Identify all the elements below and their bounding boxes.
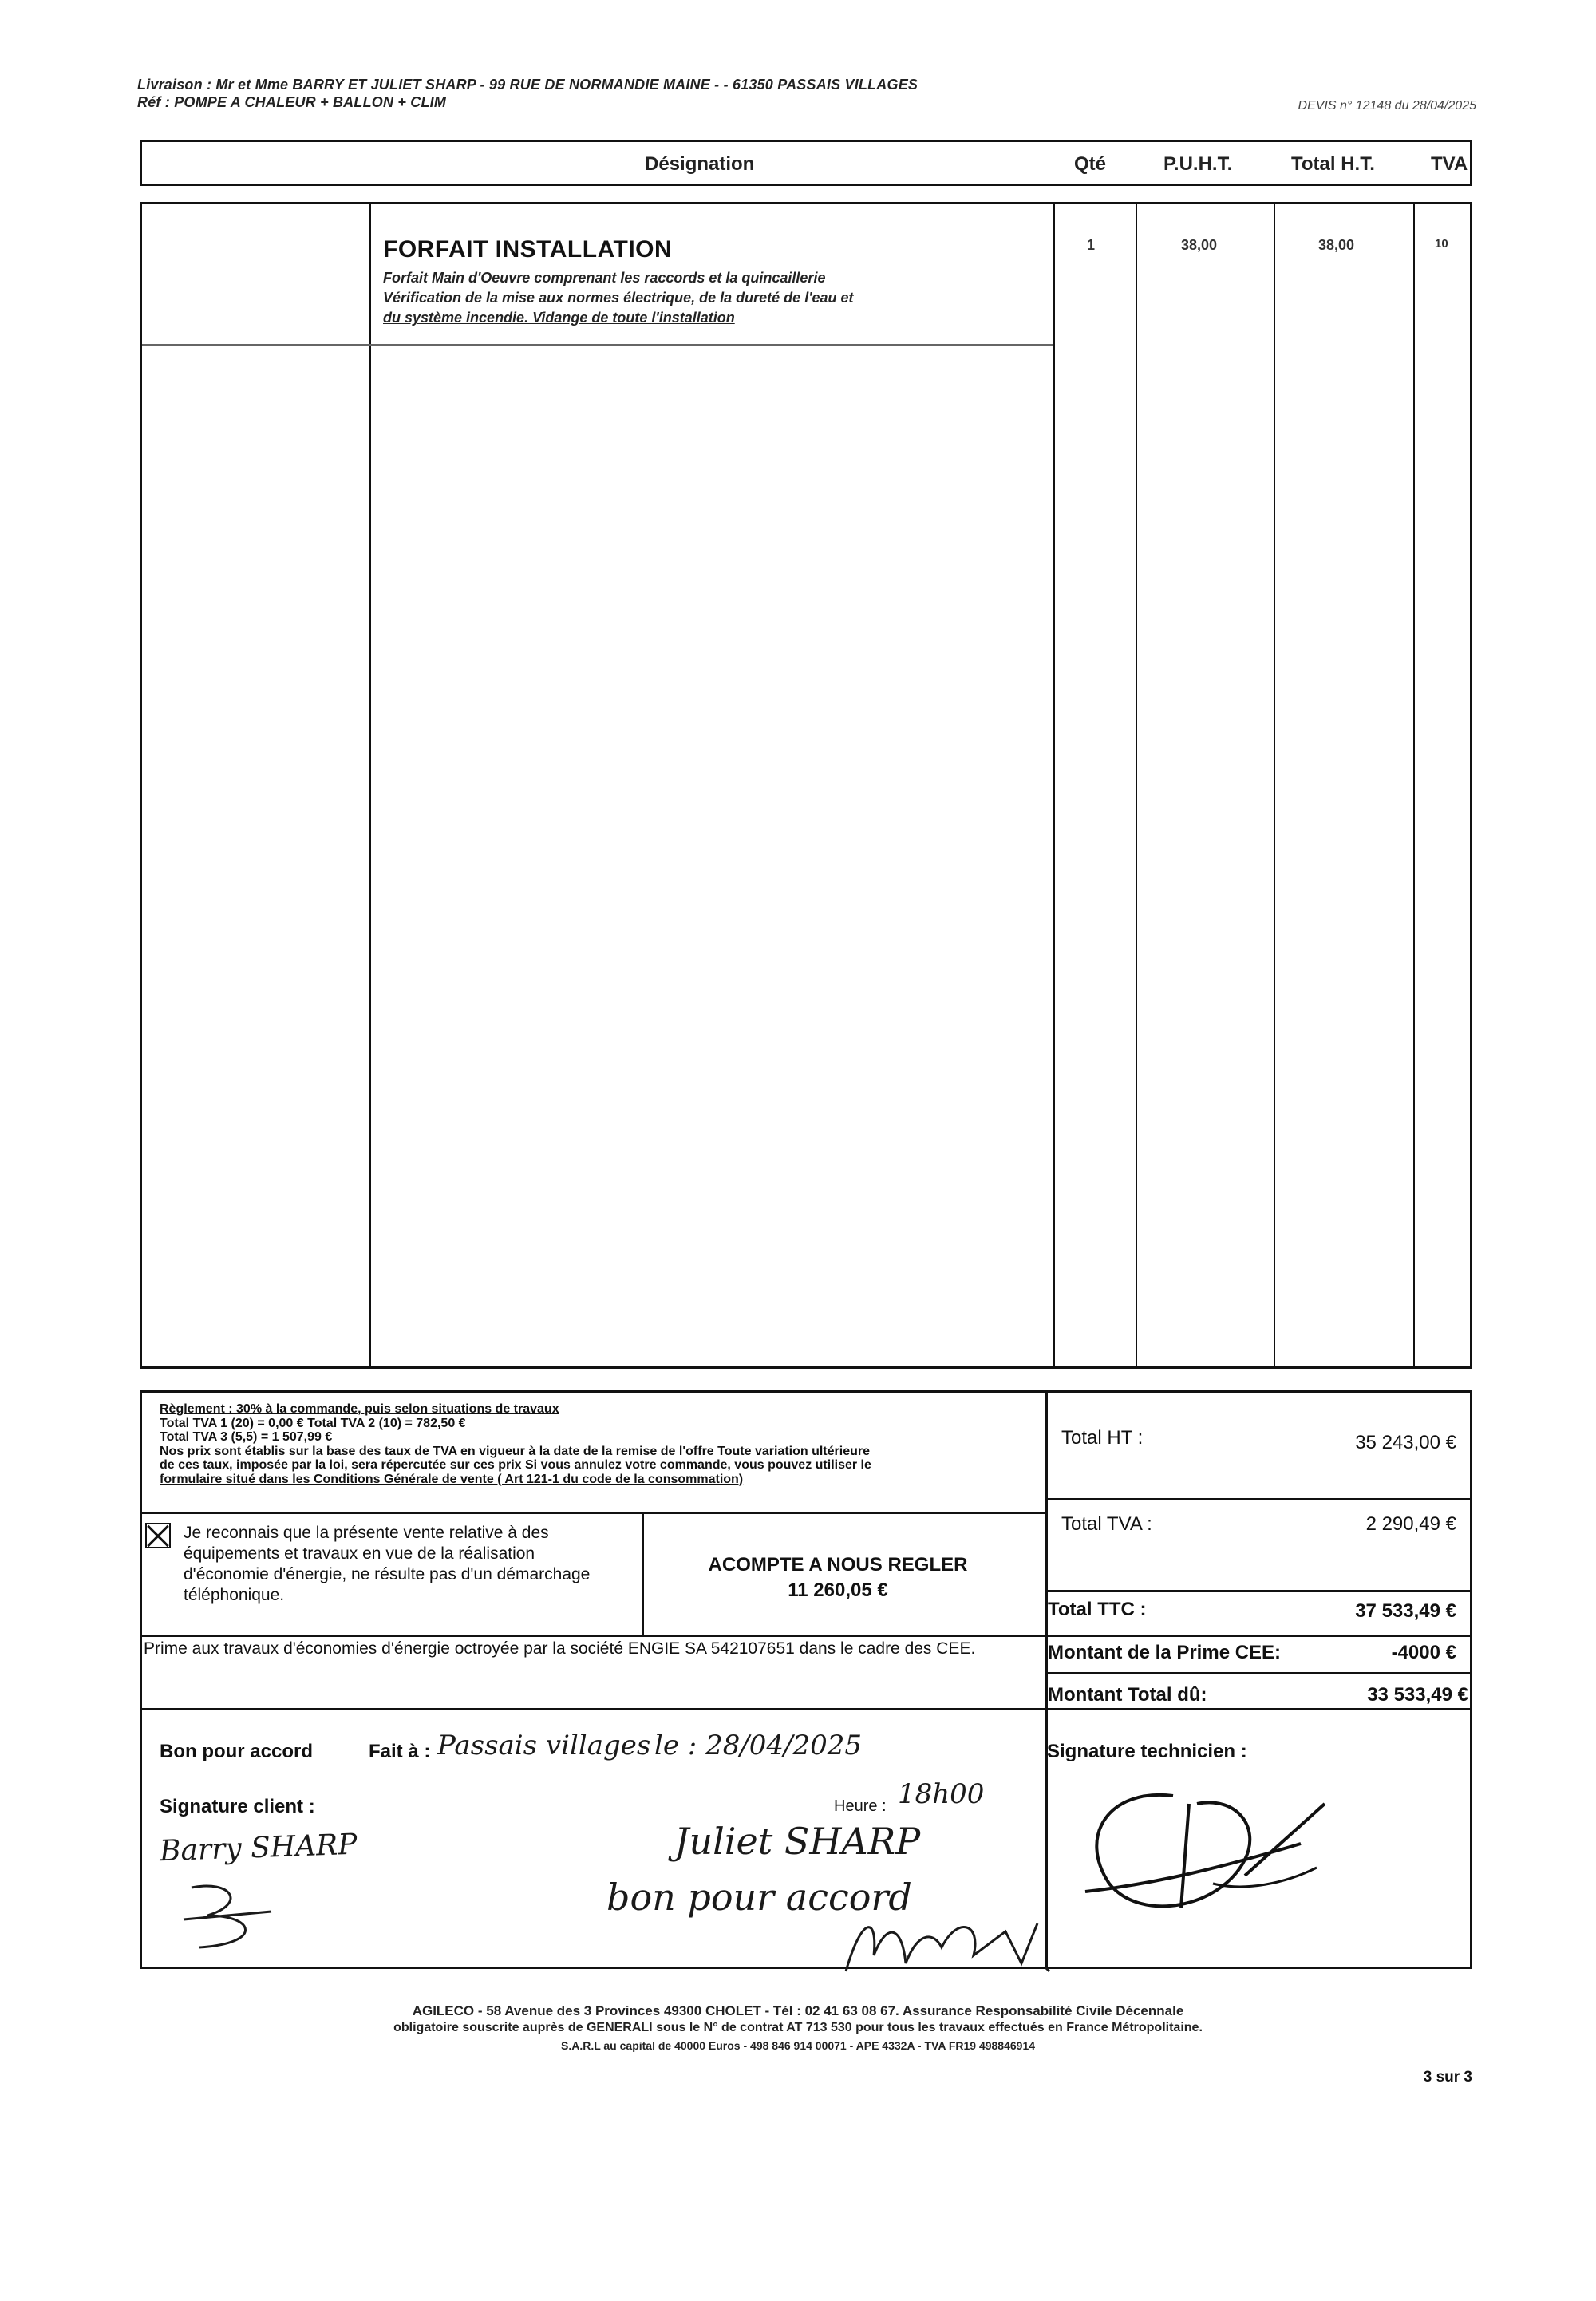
divider bbox=[140, 1708, 1472, 1710]
total-ht-label: Total HT : bbox=[1061, 1427, 1144, 1449]
consent-checkbox[interactable] bbox=[145, 1523, 171, 1548]
total-tva-value: 2 290,49 € bbox=[1365, 1513, 1456, 1535]
divider bbox=[1045, 1498, 1472, 1500]
acompte-box bbox=[646, 1552, 1029, 1603]
table-body bbox=[140, 202, 1472, 1369]
col-divider bbox=[1274, 204, 1275, 1366]
total-ttc-value: 37 533,49 € bbox=[1355, 1600, 1456, 1622]
client-handwritten-name: Barry SHARP bbox=[159, 1828, 358, 1868]
heure-label: Heure : bbox=[834, 1797, 887, 1815]
acompte-label: ACOMPTE A NOUS REGLER bbox=[708, 1554, 968, 1576]
col-divider bbox=[1413, 204, 1415, 1366]
signature-client-label: Signature client : bbox=[160, 1796, 315, 1817]
reglement-text: Règlement : 30% à la commande, puis selon situations de travaux Total TVA 1 (20) = 0,00 € Total TVA 2 (10) = 782,50 € Total TVA 3 (5,5) = 1 507,99 € Nos prix sont établis sur la base des taux de TVA en vigueur à la date de la remise de l'offre Toute variation ultérieure de ces taux, imposée par la loi, sera répercutée sur ces prix Si vous annulez votre commande, vous pouvez utiliser le formulaire situé dans les Conditions Générale de vente ( Art 121-1 du code de la consommation) bbox=[160, 1402, 871, 1486]
divider bbox=[1045, 1672, 1472, 1674]
item-title: FORFAIT INSTALLATION bbox=[383, 236, 673, 263]
col-divider bbox=[1136, 204, 1137, 1366]
item-description: Forfait Main d'Oeuvre comprenant les raccords et la quincaillerie Vérification de la mise aux normes électrique, de la dureté de l'eau et du système incendie. Vidange de toute l'installation bbox=[383, 270, 854, 326]
divider bbox=[642, 1512, 644, 1636]
divider bbox=[140, 1512, 1048, 1514]
fait-a-label: Fait à : bbox=[369, 1741, 431, 1762]
fait-a-handwritten: Passais villages bbox=[437, 1730, 651, 1761]
col-divider bbox=[369, 204, 371, 1366]
client-handwritten-accord: bon pour accord bbox=[606, 1876, 912, 1919]
prime-cee-label: Montant de la Prime CEE: bbox=[1048, 1642, 1282, 1663]
prime-text: Prime aux travaux d'économies d'énergie octroyée par la société ENGIE SA 542107651 dans le cadre des CEE. bbox=[144, 1639, 976, 1658]
client-initial-signature bbox=[176, 1872, 295, 1959]
item-qte: 1 bbox=[1087, 237, 1096, 253]
total-du-label: Montant Total dû: bbox=[1048, 1684, 1207, 1706]
col-designation: Désignation bbox=[645, 153, 755, 175]
signature-technicien-label: Signature technicien : bbox=[1047, 1741, 1247, 1762]
technician-signature bbox=[1061, 1772, 1349, 1931]
divider bbox=[140, 1635, 1472, 1637]
bon-pour-accord: Bon pour accord bbox=[160, 1741, 314, 1762]
total-du-value: 33 533,49 € bbox=[1367, 1684, 1468, 1706]
item-total-ht: 38,00 bbox=[1318, 237, 1355, 253]
item-tva: 10 bbox=[1435, 237, 1448, 251]
table-header bbox=[140, 140, 1472, 186]
total-ttc-label: Total TTC : bbox=[1048, 1599, 1147, 1620]
company-line-1: AGILECO - 58 Avenue des 3 Provinces 49300 CHOLET - Tél : 02 41 63 08 67. Assurance Responsabilité Civile Décennale bbox=[412, 2003, 1184, 2018]
page-number: 3 sur 3 bbox=[1423, 2069, 1472, 2086]
client-signature-scribble bbox=[830, 1900, 1069, 1987]
col-total-ht: Total H.T. bbox=[1291, 153, 1375, 175]
col-tva: TVA bbox=[1431, 153, 1468, 175]
company-line-2: obligatoire souscrite auprès de GENERALI sous le N° de contrat AT 713 530 pour tous les travaux effectués en France Métropolitaine. bbox=[393, 2021, 1203, 2034]
delivery-address: Livraison : Mr et Mme BARRY ET JULIET SHARP - 99 RUE DE NORMANDIE MAINE - - 61350 PASSAIS VILLAGES bbox=[137, 77, 918, 93]
reference: Réf : POMPE A CHALEUR + BALLON + CLIM bbox=[137, 94, 447, 110]
col-qte: Qté bbox=[1074, 153, 1107, 175]
col-puht: P.U.H.T. bbox=[1163, 153, 1233, 175]
prime-cee-value: -4000 € bbox=[1391, 1642, 1456, 1663]
acompte-value: 11 260,05 € bbox=[788, 1579, 888, 1601]
col-divider bbox=[1053, 204, 1055, 1366]
devis-number: DEVIS n° 12148 du 28/04/2025 bbox=[1298, 99, 1476, 113]
divider bbox=[1045, 1590, 1472, 1592]
total-ht-value: 35 243,00 € bbox=[1355, 1432, 1456, 1453]
total-tva-label: Total TVA : bbox=[1061, 1513, 1152, 1535]
date-handwritten: le : 28/04/2025 bbox=[654, 1730, 863, 1761]
company-line-3: S.A.R.L au capital de 40000 Euros - 498 846 914 00071 - APE 4332A - TVA FR19 498846914 bbox=[560, 2039, 1036, 2052]
client-handwritten-name-2: Juliet SHARP bbox=[674, 1820, 921, 1863]
item-puht: 38,00 bbox=[1181, 237, 1218, 253]
heure-handwritten: 18h00 bbox=[898, 1778, 985, 1810]
row-divider bbox=[142, 344, 1053, 346]
consent-text: Je reconnais que la présente vente relative à des équipements et travaux en vue de la réalisation d'économie d'énergie, ne résulte pas d'un démarchage téléphonique. bbox=[184, 1524, 591, 1604]
